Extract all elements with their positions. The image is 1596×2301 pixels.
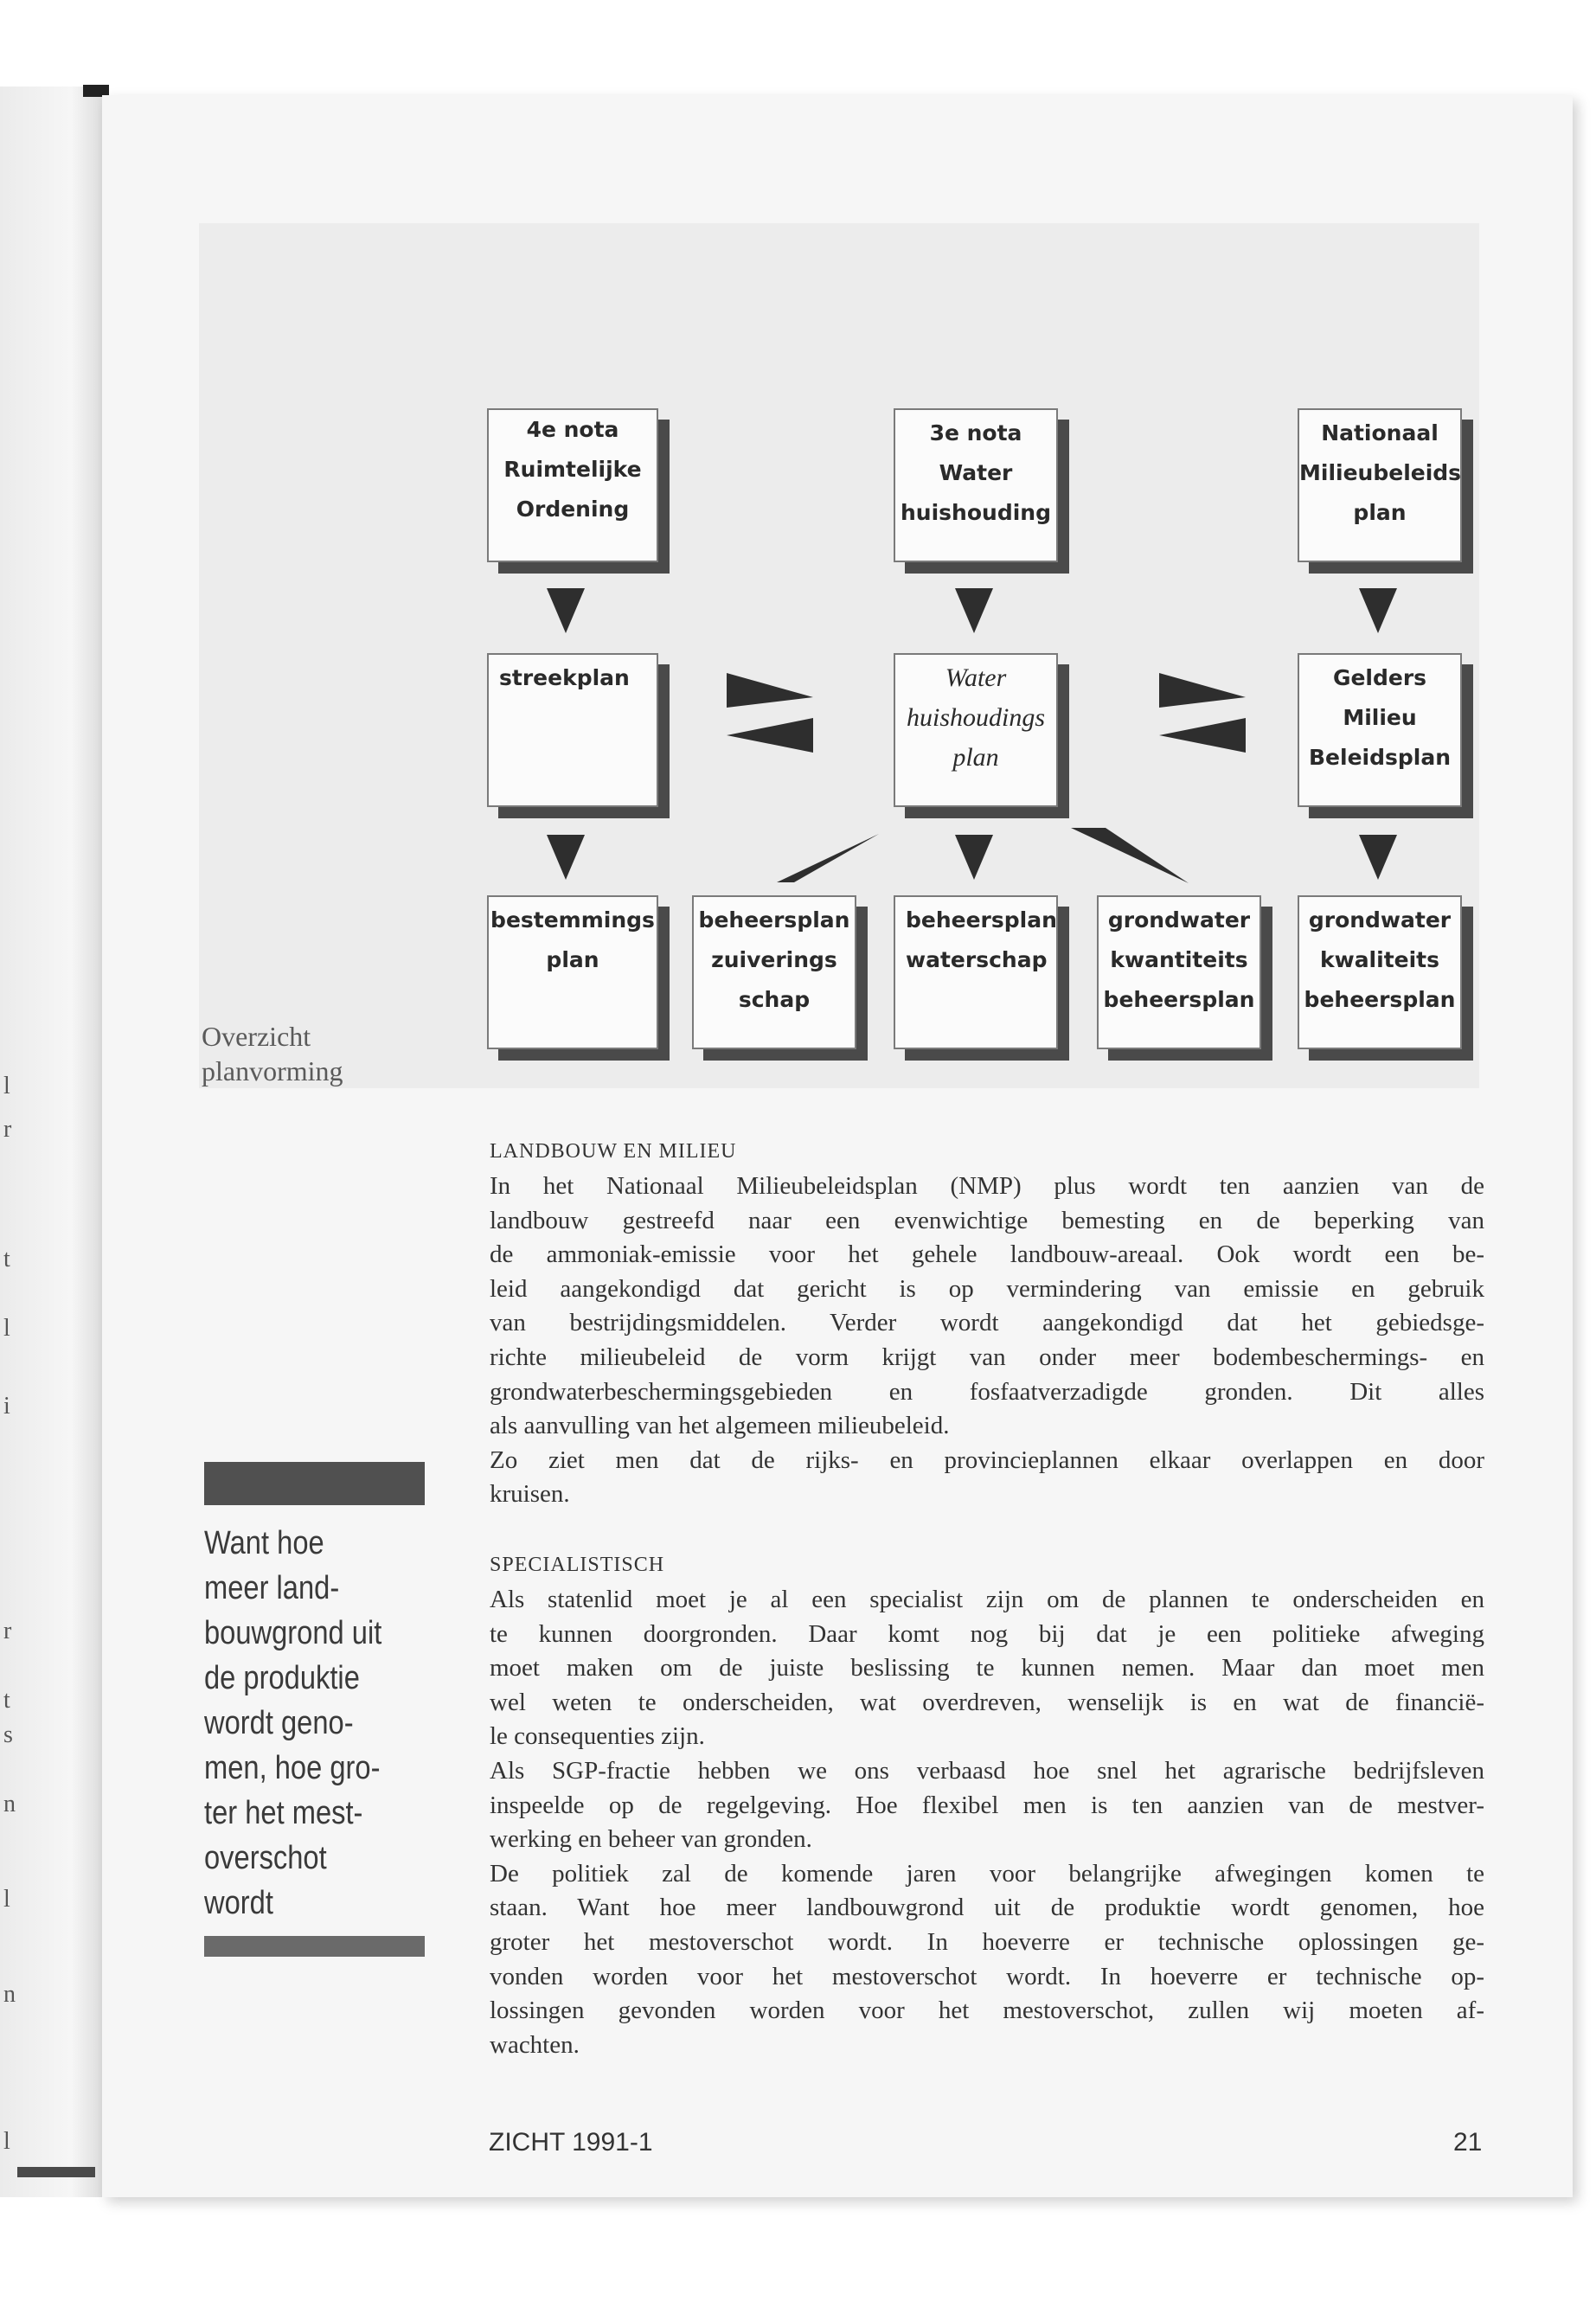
arrow-down-icon xyxy=(547,835,585,880)
diagram-box-bestemmingsplan xyxy=(487,895,658,1049)
pullquote-line: ter het mest- xyxy=(204,1795,363,1831)
figure-caption xyxy=(202,1019,343,1088)
diagram-box-streekplan xyxy=(487,653,658,807)
caption-line: planvorming xyxy=(202,1055,343,1086)
text-line: le consequenties zijn. xyxy=(490,1722,705,1751)
box-line: Gelders xyxy=(1332,665,1427,690)
text-line: leid aangekondigd dat gericht is op vermindering van emissie en gebruik xyxy=(490,1274,1484,1303)
text-line: inspeelde op de regelgeving. Hoe flexibel men is ten aanzien van de mestver- xyxy=(490,1791,1484,1819)
box-line: Nationaal xyxy=(1321,420,1439,445)
text-line: richte milieubeleid de vorm krijgt van onder meer bodembeschermings- en xyxy=(490,1343,1484,1371)
arrow-down-icon xyxy=(1359,835,1397,880)
bidirectional-arrow-icon xyxy=(727,673,822,760)
arrow-down-icon xyxy=(955,835,993,880)
box-line: bestemmings xyxy=(490,907,655,933)
edge-fragment: s xyxy=(3,1721,13,1748)
text-line: Als statenlid moet je al een specialist zijn om de plannen te onderscheiden en xyxy=(490,1586,1484,1613)
edge-fragment: i xyxy=(3,1393,10,1420)
edge-fragment: l xyxy=(3,1886,10,1913)
edge-fragment: l xyxy=(3,1315,10,1342)
pullquote-line: de produktie xyxy=(204,1660,360,1696)
footer-publication-title: ZICHT 1991-1 xyxy=(489,2128,653,2157)
box-line: Water xyxy=(939,460,1013,485)
bidirectional-arrow-icon xyxy=(1159,673,1254,760)
box-line: beheersplan xyxy=(1304,987,1456,1012)
box-line: Ordening xyxy=(516,497,630,522)
diagram-box-beheersplan-zuiveringsschap xyxy=(692,895,856,1049)
pullquote-line: men, hoe gro- xyxy=(204,1750,381,1786)
text-line: moet maken om de juiste beslissing te kunnen nemen. Maar dan moet men xyxy=(490,1654,1484,1682)
arrow-down-icon xyxy=(1359,588,1397,633)
text-line: werking en beheer van gronden. xyxy=(490,1825,812,1854)
left-page-edge xyxy=(0,87,103,2197)
pullquote-line: Want hoe xyxy=(204,1525,324,1561)
text-line: wel weten te onderscheiden, wat overdreven, wenselijk is en wat de financië- xyxy=(490,1688,1484,1716)
box-line: kwantiteits xyxy=(1110,947,1248,972)
text-line: grondwaterbeschermingsgebieden en fosfaatverzadigde gronden. Dit alles xyxy=(490,1377,1484,1406)
box-line: Beleidsplan xyxy=(1308,745,1451,770)
box-line: Milieubeleids xyxy=(1299,460,1462,485)
edge-fragment: l xyxy=(3,1073,10,1099)
edge-fragment: t xyxy=(3,1246,10,1272)
binding-bottom xyxy=(17,2167,95,2177)
text-line: groter het mestoverschot wordt. In hoeverre er technische oplossingen ge- xyxy=(490,1927,1484,1956)
diagram-box-beheersplan-waterschap xyxy=(894,895,1058,1049)
box-line: grondwater xyxy=(1308,907,1452,933)
box-line: zuiverings xyxy=(711,947,837,972)
section-heading-landbouw-en-milieu: LANDBOUW EN MILIEU xyxy=(490,1140,737,1163)
text-line: landbouw gestreefd naar een evenwichtige bemesting en de beperking van xyxy=(490,1206,1484,1234)
text-line: kruisen. xyxy=(490,1480,570,1509)
pullquote-line: wordt geno- xyxy=(204,1705,354,1741)
edge-fragment: t xyxy=(3,1687,10,1714)
diagram-box-waterhuishoudingsplan xyxy=(894,653,1058,807)
section-heading-specialistisch: SPECIALISTISCH xyxy=(490,1554,665,1576)
text-line: van bestrijdingsmiddelen. Verder wordt aangekondigd dat het gebiedsge- xyxy=(490,1309,1484,1337)
box-line: huishoudings xyxy=(906,703,1046,732)
text-line: te kunnen doorgronden. Daar komt nog bij dat je een politieke afweging xyxy=(490,1619,1484,1648)
edge-fragment: r xyxy=(3,1618,12,1644)
pullquote-line: meer land- xyxy=(204,1570,340,1606)
text-line: vonden worden voor het mestoverschot wordt. In hoeverre er technische op- xyxy=(490,1962,1484,1990)
box-line: plan xyxy=(952,743,999,772)
arrow-down-icon xyxy=(547,588,585,633)
caption-line: Overzicht xyxy=(202,1021,311,1052)
text-line: Als SGP-fractie hebben we ons verbaasd hoe snel het agrarische bedrijfsleven xyxy=(490,1756,1484,1785)
arrow-down-icon xyxy=(955,588,993,633)
box-line: huishouding xyxy=(901,500,1051,525)
box-line: waterschap xyxy=(906,947,1048,972)
edge-fragment: n xyxy=(3,1981,16,2008)
box-line: beheersplan xyxy=(698,907,850,933)
box-line: plan xyxy=(546,947,599,972)
edge-fragment: l xyxy=(3,2128,10,2155)
box-line: beheersplan xyxy=(906,907,1057,933)
pullquote-line: overschot xyxy=(204,1840,327,1876)
box-line: 3e nota xyxy=(929,420,1022,445)
text-line: lossingen gevonden worden voor het mestoverschot, zullen wij moeten af- xyxy=(490,1997,1484,2025)
text-line: wachten. xyxy=(490,2030,580,2059)
box-line: streekplan xyxy=(499,665,630,690)
diagram-box-4e-nota-ruimtelijke-ordening xyxy=(487,408,658,562)
box-line: beheersplan xyxy=(1103,987,1255,1012)
diagram-box-3e-nota-water-huishouding xyxy=(894,408,1058,562)
box-line: Milieu xyxy=(1343,705,1417,730)
pullquote-line: wordt xyxy=(204,1885,273,1921)
page-number: 21 xyxy=(1453,2128,1483,2157)
diagram-box-gelders-milieu-beleidsplan xyxy=(1298,653,1462,807)
text-line: In het Nationaal Milieubeleidsplan (NMP) plus wordt ten aanzien van de xyxy=(490,1172,1484,1200)
pullquote-line: bouwgrond uit xyxy=(204,1615,382,1651)
box-line: 4e nota xyxy=(526,417,619,442)
box-line: Ruimtelijke xyxy=(503,457,642,482)
box-line: kwaliteits xyxy=(1319,947,1440,972)
edge-fragment: n xyxy=(3,1791,16,1817)
text-line: staan. Want hoe meer landbouwgrond uit de produktie wordt genomen, hoe xyxy=(490,1894,1484,1922)
text-line: Zo ziet men dat de rijks- en provincieplannen elkaar overlappen en door xyxy=(490,1445,1484,1474)
box-line: Water xyxy=(945,663,1007,692)
diagonal-arrow-icon xyxy=(777,832,881,884)
diagram-box-grondwater-kwantiteitsbeheersplan xyxy=(1097,895,1261,1049)
box-line: schap xyxy=(738,987,811,1012)
diagram-box-grondwater-kwaliteitsbeheersplan xyxy=(1298,895,1462,1049)
pullquote-bar xyxy=(204,1462,425,1505)
pullquote-bar xyxy=(204,1936,425,1957)
text-line: de ammoniak-emissie voor het gehele landbouw-areaal. Ook wordt een be- xyxy=(490,1240,1484,1269)
diagram-box-nationaal-milieubeleidsplan xyxy=(1298,408,1462,562)
paragraph xyxy=(490,1583,1484,2062)
pullquote xyxy=(204,1521,398,1926)
box-line: grondwater xyxy=(1107,907,1251,933)
text-line: De politiek zal de komende jaren voor belangrijke afwegingen komen te xyxy=(490,1859,1484,1888)
text-line: als aanvulling van het algemeen milieubeleid. xyxy=(490,1412,950,1440)
box-line: plan xyxy=(1353,500,1407,525)
edge-fragment: r xyxy=(3,1116,12,1143)
diagonal-arrow-icon xyxy=(1071,826,1192,887)
paragraph xyxy=(490,1170,1484,1512)
